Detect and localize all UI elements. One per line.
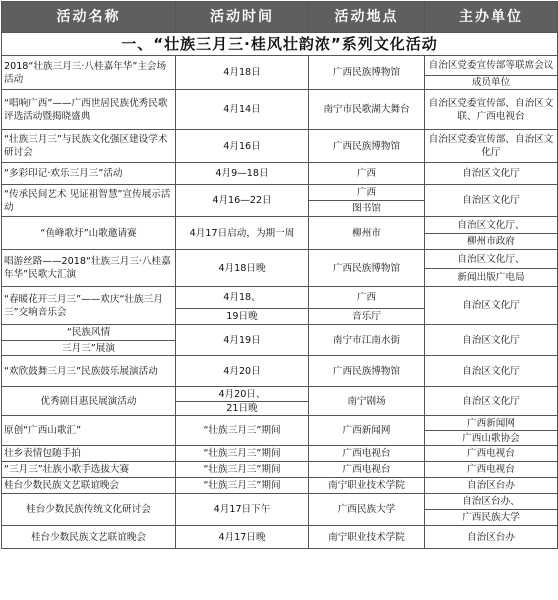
- activity-time: “壮族三月三”期间: [176, 416, 309, 446]
- table-row: [2, 387, 558, 402]
- organizer-cont: 广西民族大学: [425, 510, 558, 526]
- organizer-cont: 广西山歌协会: [425, 431, 558, 446]
- organizer-cont: 新闻出版广电局: [425, 269, 558, 287]
- activity-name: 壮乡表情包随手拍: [2, 446, 176, 462]
- activity-time: 4月17日启动，为期一周: [176, 217, 309, 250]
- organizer: 自治区文化厅: [425, 163, 558, 185]
- activity-name: “民族风情: [2, 325, 176, 341]
- activity-time: 4月18日晚: [176, 250, 309, 287]
- table-row: [2, 494, 558, 510]
- activity-place: 广西民族大学: [309, 494, 425, 526]
- organizer: 广西电视台: [425, 446, 558, 462]
- table-row: [2, 90, 558, 130]
- activity-place: 广西新闻网: [309, 416, 425, 446]
- organizer: 自治区党委宣传部、自治区文联、广西电视台: [425, 90, 558, 130]
- activity-time: 4月17日晚: [176, 526, 309, 549]
- header-organizer: 主办单位: [425, 2, 558, 33]
- activity-place: 广西: [309, 185, 425, 201]
- activity-time: 4月20日、: [176, 387, 309, 402]
- organizer: 自治区文化厅、: [425, 250, 558, 269]
- activity-place: 广西: [309, 163, 425, 185]
- table-row: [2, 416, 558, 431]
- activity-time: “壮族三月三”期间: [176, 446, 309, 462]
- table-row: [2, 462, 558, 478]
- activity-name: 桂台少数民族文艺联谊晚会: [2, 526, 176, 549]
- organizer-cont: 柳州市政府: [425, 234, 558, 250]
- activity-time-cont: 19日晚: [176, 309, 309, 325]
- activity-place-cont: 音乐厅: [309, 309, 425, 325]
- organizer: 自治区党委宣传部等联席会议: [425, 56, 558, 76]
- organizer: 自治区台办、: [425, 494, 558, 510]
- activity-place: 广西民族博物馆: [309, 56, 425, 90]
- organizer: 广西新闻网: [425, 416, 558, 431]
- table-row: [2, 325, 558, 341]
- organizer: 自治区台办: [425, 478, 558, 494]
- activity-place: 南宁职业技术学院: [309, 526, 425, 549]
- table-row: [2, 163, 558, 185]
- activity-name: 原创“广西山歌汇”: [2, 416, 176, 446]
- activity-name: 唱游丝路——2018“壮族三月三·八桂嘉年华”民歌大汇演: [2, 250, 176, 287]
- activity-name: “传承民间艺术 见证祖智慧”宣传展示活动: [2, 185, 176, 217]
- organizer: 自治区台办: [425, 526, 558, 549]
- activity-name: “欢欣鼓舞三月三”民族鼓乐展演活动: [2, 356, 176, 387]
- table-row: [2, 526, 558, 549]
- table-row: [2, 446, 558, 462]
- activity-time: 4月16—22日: [176, 185, 309, 217]
- activity-name: 优秀剧目惠民展演活动: [2, 387, 176, 416]
- activity-time: “壮族三月三”期间: [176, 478, 309, 494]
- activity-place: 柳州市: [309, 217, 425, 250]
- activity-time: 4月19日: [176, 325, 309, 356]
- activity-time-cont: 21日晚: [176, 402, 309, 416]
- activity-name: “春暖花开三月三”——欢庆“壮族三月三”交响音乐会: [2, 287, 176, 325]
- activity-place: 南宁职业技术学院: [309, 478, 425, 494]
- activity-place: 南宁市民歌湖大舞台: [309, 90, 425, 130]
- activity-name: 桂台少数民族传统文化研讨会: [2, 494, 176, 526]
- table-row: [2, 478, 558, 494]
- activity-place: 南宁市江南水街: [309, 325, 425, 356]
- activity-time: 4月14日: [176, 90, 309, 130]
- header-activity-name: 活动名称: [2, 2, 176, 33]
- organizer: 自治区党委宣传部、自治区文化厅: [425, 130, 558, 163]
- activity-place: 广西电视台: [309, 446, 425, 462]
- activity-place-cont: 图书馆: [309, 201, 425, 217]
- organizer: 自治区文化厅: [425, 185, 558, 217]
- organizer: 广西电视台: [425, 462, 558, 478]
- table-row: [2, 56, 558, 76]
- table-row: [2, 250, 558, 269]
- activity-place: 广西民族博物馆: [309, 130, 425, 163]
- organizer: 自治区文化厅: [425, 356, 558, 387]
- activity-place: 广西电视台: [309, 462, 425, 478]
- header-activity-time: 活动时间: [176, 2, 309, 33]
- activity-time: 4月20日: [176, 356, 309, 387]
- activity-time: 4月18日: [176, 56, 309, 90]
- header-activity-place: 活动地点: [309, 2, 425, 33]
- organizer: 自治区文化厅: [425, 387, 558, 416]
- activity-time: 4月9—18日: [176, 163, 309, 185]
- activity-name: “鱼峰歌圩”山歌邀请赛: [2, 217, 176, 250]
- activity-place: 广西民族博物馆: [309, 356, 425, 387]
- activity-name: 2018“壮族三月三·八桂嘉年华”主会场活动: [2, 56, 176, 90]
- activity-schedule-table: [1, 1, 558, 549]
- activity-name: “多彩印记·欢乐三月三”活动: [2, 163, 176, 185]
- activity-place: 南宁剧场: [309, 387, 425, 416]
- section-title: 一、“壮族三月三·桂风壮韵浓”系列文化活动: [2, 33, 558, 56]
- table-row: [2, 356, 558, 387]
- activity-time: 4月18、: [176, 287, 309, 309]
- activity-time: 4月17日下午: [176, 494, 309, 526]
- activity-time: “壮族三月三”期间: [176, 462, 309, 478]
- activity-name-cont: 三月三”展演: [2, 341, 176, 356]
- table-row: [2, 217, 558, 234]
- table-row: [2, 287, 558, 309]
- activity-name: “三月三”壮族小歌手选拔大赛: [2, 462, 176, 478]
- activity-name: “唱响广西”——广西世居民族优秀民歌评选活动暨揭晓盛典: [2, 90, 176, 130]
- section-row: [2, 33, 558, 56]
- activity-name: “壮族三月三”与民族文化强区建设学术研讨会: [2, 130, 176, 163]
- activity-place: 广西: [309, 287, 425, 309]
- organizer: 自治区文化厅、: [425, 217, 558, 234]
- table-row: [2, 130, 558, 163]
- activity-place: 广西民族博物馆: [309, 250, 425, 287]
- organizer-cont: 成员单位: [425, 76, 558, 90]
- organizer: 自治区文化厅: [425, 287, 558, 325]
- organizer: 自治区文化厅: [425, 325, 558, 356]
- activity-time: 4月16日: [176, 130, 309, 163]
- schedule-document: [1, 1, 557, 598]
- header-row: [2, 2, 558, 33]
- activity-name: 桂台少数民族文艺联谊晚会: [2, 478, 176, 494]
- table-row: [2, 185, 558, 201]
